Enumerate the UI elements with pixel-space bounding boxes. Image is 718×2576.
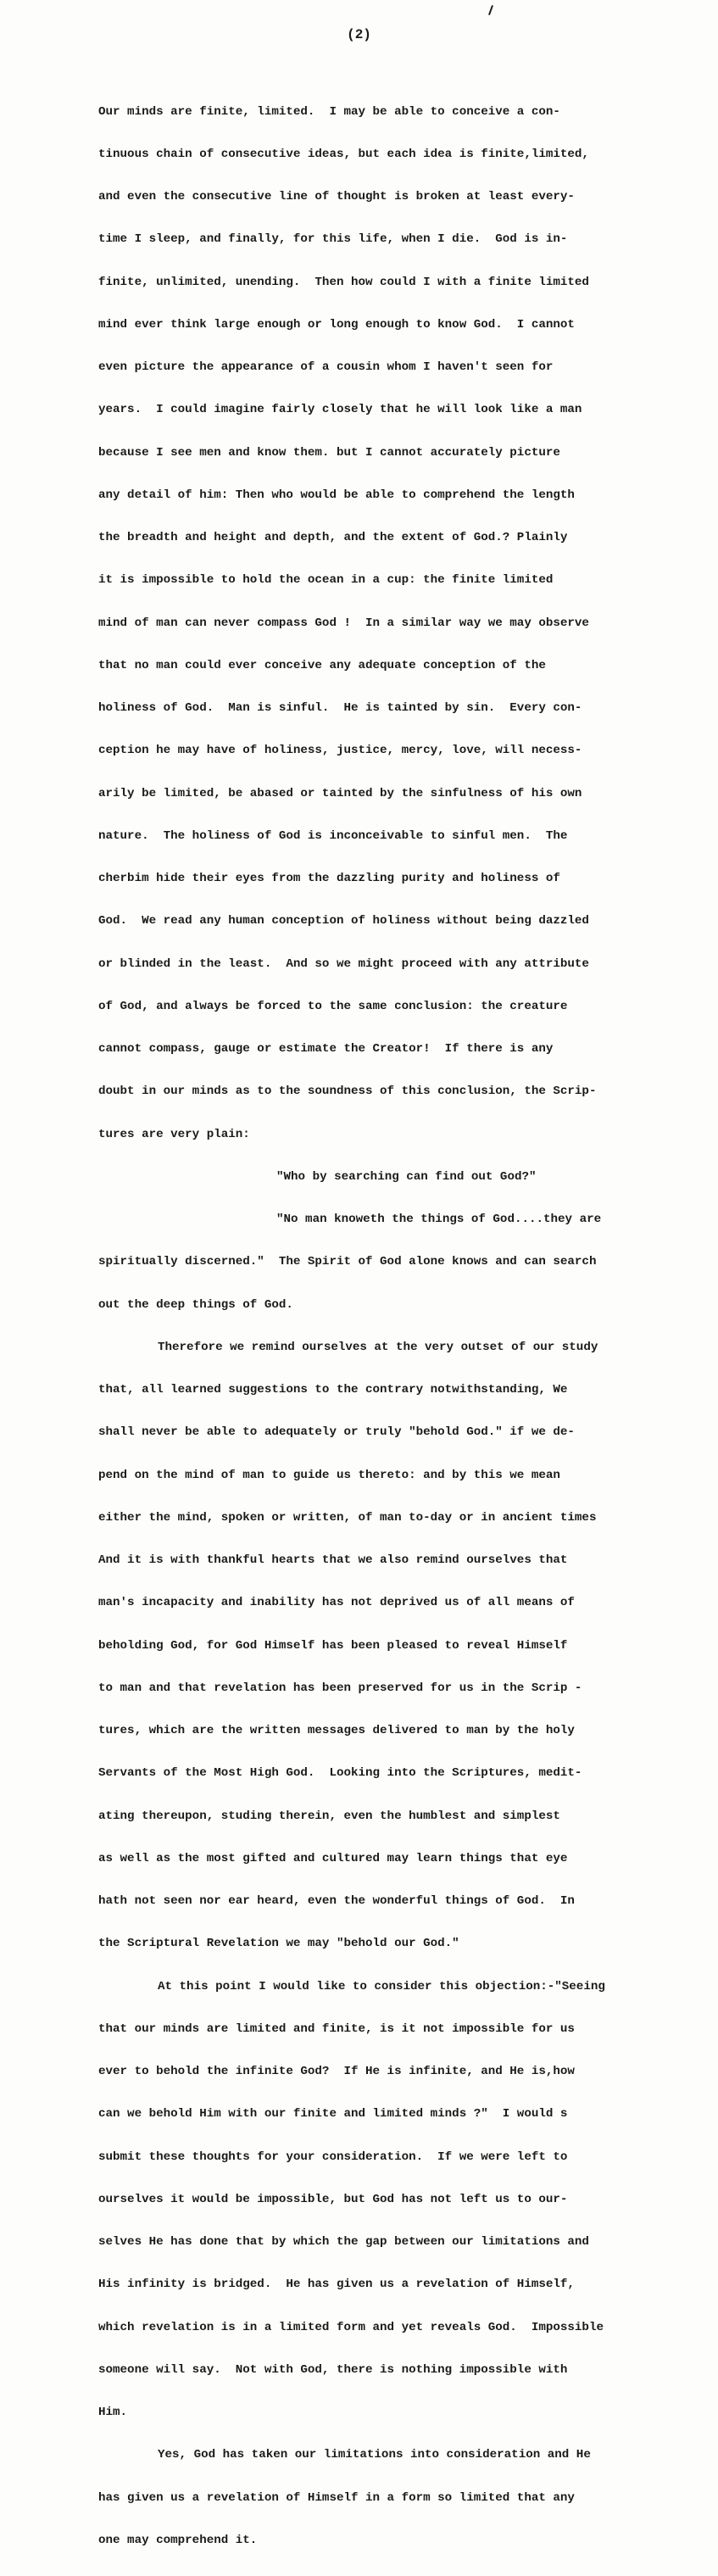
text-line: it is impossible to hold the ocean in a cup: the finite limited [98,573,554,588]
text-line: even picture the appearance of a cousin whom I haven't seen for [98,360,554,374]
text-line: one may comprehend it. [98,2533,258,2547]
text-line: any detail of him: Then who would be able to comprehend the length [98,488,575,502]
text-line: submit these thoughts for your consideration. If we were left to [98,2149,568,2164]
text-line: that our minds are limited and finite, is it not impossible for us [98,2021,575,2036]
text-line: to man and that revelation has been preserved for us in the Scrip - [98,1681,582,1695]
text-line: pend on the mind of man to guide us thereto: and by this we mean [98,1468,560,1482]
page-number: (2) [347,27,371,42]
text-line: the breadth and height and depth, and the extent of God.? Plainly [98,531,568,544]
text-line: mind ever think large enough or long enough to know God. I cannot [98,317,575,332]
text-line: tures, which are the written messages delivered to man by the holy [98,1724,575,1737]
text-line: God. We read any human conception of holiness without being dazzled [98,914,589,928]
text-line: time I sleep, and finally, for this life, when I die. God is in- [98,232,568,247]
paragraph-first-line: Therefore we remind ourselves at the very outset of our study [158,1340,598,1354]
text-line: which revelation is in a limited form and yet reveals God. Impossible [98,2320,604,2334]
text-line: ourselves it would be impossible, but God has not left us to our- [98,2192,568,2206]
text-line: mind of man can never compass God ! In a similar way we may observe [98,616,589,630]
scripture-quote: "Who by searching can find out God?" [276,1169,537,1184]
text-line: has given us a revelation of Himself in a form so limited that any [98,2490,575,2505]
text-line: Servants of the Most High God. Looking into the Scriptures, medit- [98,1766,582,1781]
text-line: Our minds are finite, limited. I may be able to conceive a con- [98,104,560,119]
text-line: as well as the most gifted and cultured may learn things that eye [98,1851,568,1865]
text-line: His infinity is bridged. He has given us a revelation of Himself, [98,2278,575,2292]
text-line: cherbim hide their eyes from the dazzling purity and holiness of [98,872,560,885]
text-line: shall never be able to adequately or truly "behold God." if we de- [98,1425,575,1440]
text-line: finite, unlimited, unending. Then how could I with a finite limited [98,275,589,289]
text-line: tinuous chain of consecutive ideas, but each idea is finite,limited, [98,147,589,161]
text-line: doubt in our minds as to the soundness of this conclusion, the Scrip- [98,1084,597,1099]
text-line: ating thereupon, studing therein, even the humblest and simplest [98,1809,560,1823]
text-line: hath not seen nor ear heard, even the wonderful things of God. In [98,1894,575,1908]
text-line: ever to behold the infinite God? If He is infinite, and He is,how [98,2065,575,2078]
scripture-quote: "No man knoweth the things of God....they are [276,1213,602,1226]
text-line: man's incapacity and inability has not deprived us of all means of [98,1596,575,1610]
text-line: tures are very plain: [98,1127,250,1141]
text-line: and even the consecutive line of thought is broken at least every- [98,190,575,204]
text-line: someone will say. Not with God, there is nothing impossible with [98,2362,568,2377]
text-line: that no man could ever conceive any adequate conception of the [98,658,546,672]
text-line: out the deep things of God. [98,1297,293,1312]
text-line: Him. [98,2406,128,2419]
text-line: selves He has done that by which the gap between our limitations and [98,2235,589,2249]
text-line: arily be limited, be abased or tainted by the sinfulness of his own [98,786,582,800]
text-line: either the mind, spoken or written, of man to-day or in ancient times [98,1510,597,1525]
paragraph-first-line: Yes, God has taken our limitations into consideration and He [158,2448,591,2462]
text-line: beholding God, for God Himself has been pleased to reveal Himself [98,1638,568,1653]
text-line: cannot compass, gauge or estimate the Creator! If there is any [98,1042,554,1056]
text-line: nature. The holiness of God is inconceivable to sinful men. The [98,828,568,843]
text-line: of God, and always be forced to the same conclusion: the creature [98,999,568,1013]
text-line: holiness of God. Man is sinful. He is tainted by sin. Every con- [98,701,582,715]
text-line: can we behold Him with our finite and limited minds ?" I would s [98,2107,568,2122]
paragraph-first-line: At this point I would like to consider this objection:-"Seeing [158,1979,605,1993]
text-line: And it is with thankful hearts that we also remind ourselves that [98,1553,568,1567]
text-line: years. I could imagine fairly closely that he will look like a man [98,403,582,417]
text-line: that, all learned suggestions to the contrary notwithstanding, We [98,1383,568,1397]
body-text [98,76,692,2576]
text-line: ception he may have of holiness, justice, mercy, love, will necess- [98,744,582,758]
text-line: spiritually discerned." The Spirit of God alone knows and can search [98,1255,597,1269]
text-line: or blinded in the least. And so we might proceed with any attribute [98,956,589,971]
pen-mark [488,5,493,15]
text-line: the Scriptural Revelation we may "behold our God." [98,1937,459,1951]
text-line: because I see men and know them. but I cannot accurately picture [98,445,560,460]
